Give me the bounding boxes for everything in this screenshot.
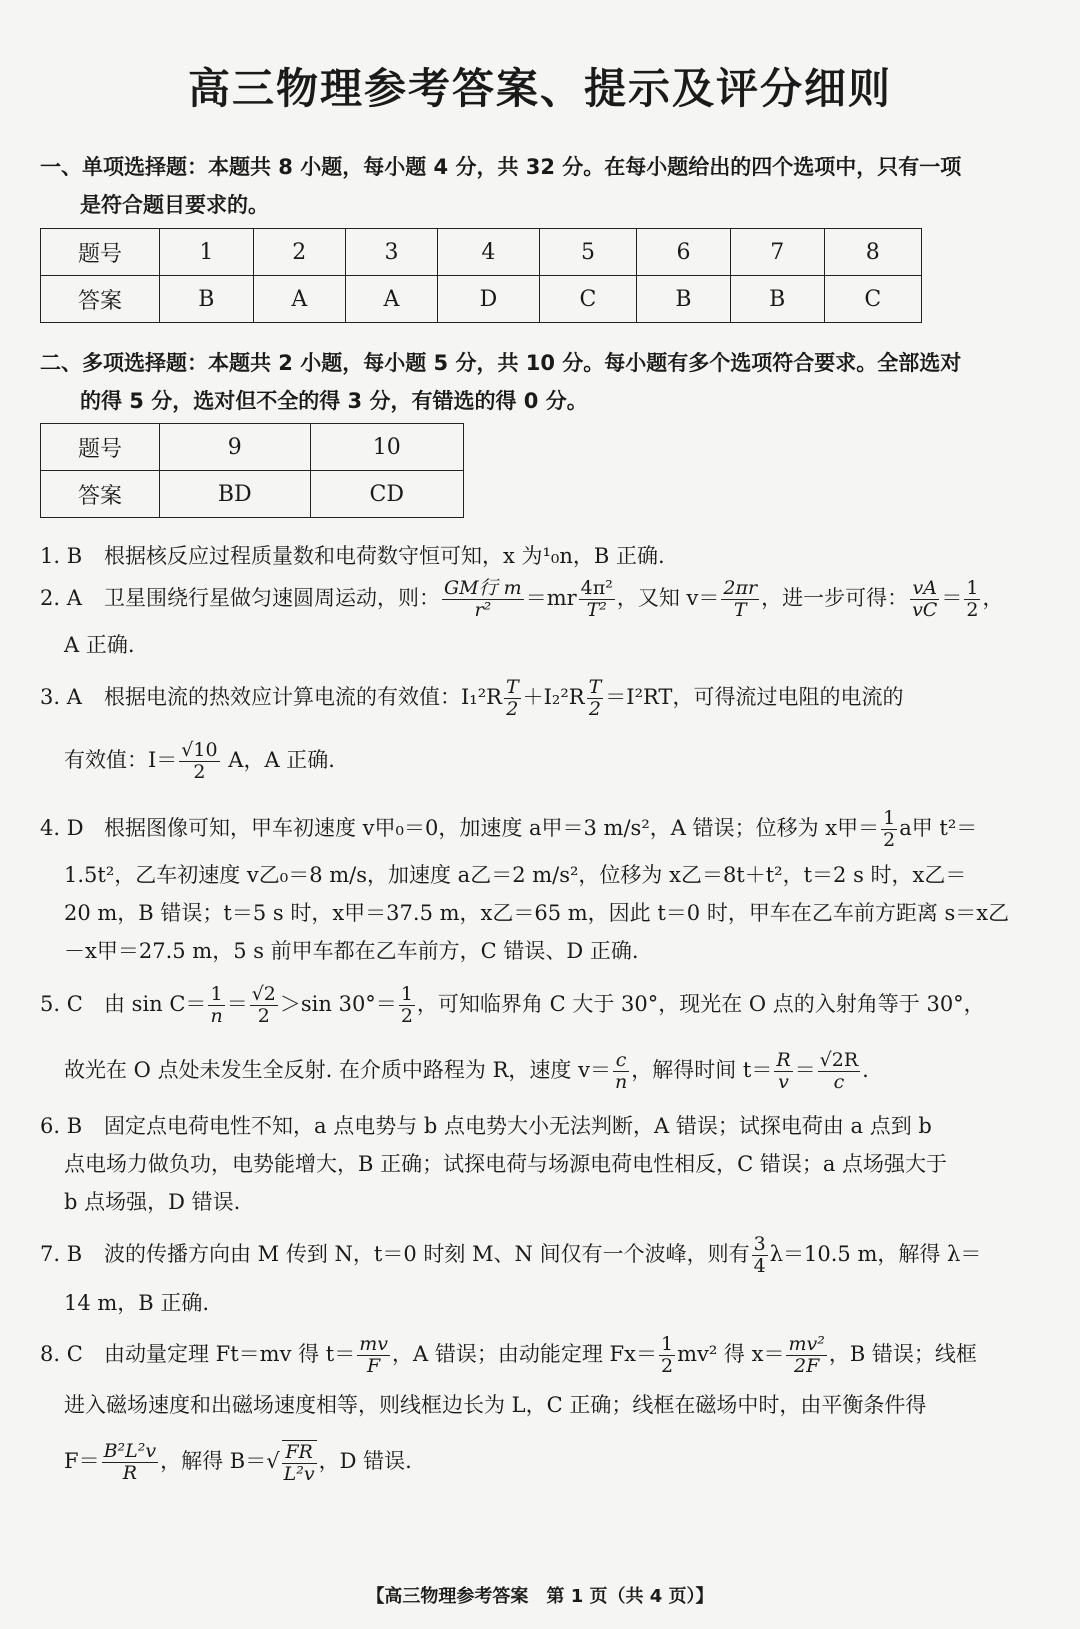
table-row-answers (41, 471, 464, 518)
fraction-denominator: F (367, 1355, 381, 1377)
fraction (613, 1050, 629, 1093)
question-number: 4. D (40, 816, 84, 840)
fraction (442, 578, 524, 621)
explanation-text: ＝I²RT，可得流过电阻的电流的 (605, 685, 904, 709)
fraction-numerator: R (776, 1049, 791, 1071)
explanation-text: A 正确. (64, 633, 135, 657)
fraction-denominator: v (778, 1071, 789, 1093)
fraction (179, 740, 219, 783)
table-row-question-numbers (41, 424, 464, 471)
fraction-denominator: 2 (400, 1005, 413, 1027)
fraction (721, 578, 759, 621)
table-cell: 10 (310, 424, 463, 471)
fraction-denominator: T (733, 599, 747, 621)
fraction-numerator: √2R (819, 1049, 859, 1071)
fraction-numerator: mv² (788, 1333, 825, 1355)
table-cell: 7 (730, 229, 824, 276)
table-header-label: 题号 (41, 424, 160, 471)
fraction (504, 677, 521, 720)
fraction-denominator: T² (586, 599, 607, 621)
section2-answer-table (40, 423, 464, 518)
fraction-denominator: vC (912, 599, 938, 621)
fraction-numerator: 4π² (580, 577, 613, 599)
table-cell: BD (160, 471, 311, 518)
explanation-text: ，又知 v＝ (616, 586, 720, 610)
explanation-q1 (40, 537, 1050, 575)
table-cell: 2 (253, 229, 345, 276)
fraction-numerator: c (613, 1050, 629, 1072)
question-number: 8. C (40, 1342, 83, 1366)
fraction (282, 1440, 317, 1485)
fraction-numerator: 1 (883, 807, 896, 829)
fraction (587, 677, 604, 720)
table-cell: 5 (539, 229, 636, 276)
table-cell: A (345, 276, 437, 323)
fraction-numerator: FR (282, 1442, 317, 1464)
question-number: 7. B (40, 1242, 83, 1266)
table-cell: 9 (160, 424, 311, 471)
explanation-q2-cont (40, 626, 1050, 664)
fraction-denominator: 4 (753, 1255, 766, 1277)
table-cell: C (539, 276, 636, 323)
explanation-q7 (40, 1234, 1050, 1277)
table-header-label: 答案 (41, 471, 160, 518)
explanation-q5-line2 (40, 1050, 1050, 1093)
section1-heading-line1: 一、单项选择题：本题共 8 小题，每小题 4 分，共 32 分。在每小题给出的四个选项中，只有一项 (40, 155, 962, 179)
fraction-denominator: n (614, 1071, 628, 1093)
fraction-denominator: L²v (283, 1463, 315, 1485)
fraction-denominator: n (210, 1005, 223, 1027)
explanation-q6-line3 (40, 1183, 1050, 1221)
fraction-denominator: 2 (506, 698, 519, 720)
fraction (774, 1050, 792, 1093)
table-cell: D (438, 276, 540, 323)
explanation-text: 故光在 O 点处未发生全反射. 在介质中路程为 R，速度 v＝ (64, 1058, 611, 1082)
explanation-text: ＝ (794, 1058, 816, 1082)
table-cell: CD (310, 471, 463, 518)
section1-heading-line2: 是符合题目要求的。 (80, 193, 269, 217)
fraction (752, 1234, 768, 1277)
fraction-denominator: R (122, 1462, 137, 1484)
explanation-q4-line3 (40, 894, 1050, 932)
fraction (399, 984, 415, 1027)
explanation-text: A，A 正确. (228, 748, 335, 772)
explanation-q3 (40, 677, 1050, 720)
fraction-numerator: 2πr (723, 577, 758, 599)
explanation-text: 有效值：I＝ (64, 748, 178, 772)
explanation-text: 固定点电荷电性不知，a 点电势与 b 点电势大小无法判断，A 错误；试探电荷由 a 点到 b (104, 1114, 932, 1138)
section1-answer-table (40, 228, 922, 323)
explanation-q4 (40, 808, 1050, 851)
explanation-text: b 点场强，D 错误. (64, 1190, 241, 1214)
fraction-denominator: 2 (660, 1355, 674, 1377)
table-cell: A (253, 276, 345, 323)
table-cell: 6 (637, 229, 731, 276)
question-number: 5. C (40, 992, 83, 1016)
page-footer: 【高三物理参考答案 第 1 页（共 4 页）】 (366, 1586, 714, 1607)
explanation-q8 (40, 1334, 1050, 1377)
fraction-denominator: 2 (966, 599, 979, 621)
fraction-denominator: 2 (193, 761, 206, 783)
explanation-q6 (40, 1107, 1050, 1145)
explanation-text: 由 sin C＝ (104, 992, 207, 1016)
table-header-label: 答案 (41, 276, 160, 323)
explanation-q7-line2 (40, 1284, 1050, 1322)
explanation-text: 波的传播方向由 M 传到 N，t＝0 时刻 M、N 间仅有一个波峰，则有 (104, 1242, 750, 1266)
fraction-numerator: vA (910, 578, 939, 600)
table-cell: 1 (160, 229, 254, 276)
fraction (881, 808, 897, 851)
explanation-q4-line4 (40, 932, 1050, 970)
table-cell: 3 (345, 229, 437, 276)
explanation-text: ，解得 B＝√ (160, 1449, 280, 1473)
table-row-answers (41, 276, 922, 323)
fraction-denominator: 2 (588, 698, 601, 720)
fraction-numerator: 1 (208, 984, 224, 1006)
fraction (818, 1050, 861, 1093)
section2-heading-line2: 的得 5 分，选对但不全的得 3 分，有错选的得 0 分。 (80, 389, 588, 413)
fraction (208, 984, 224, 1027)
question-number: 3. A (40, 685, 82, 709)
explanation-text: －x甲＝27.5 m，5 s 前甲车都在乙车前方，C 错误、D 正确. (64, 939, 639, 963)
explanation-text: 点电场力做负功，电势能增大，B 正确；试探电荷与场源电荷电性相反，C 错误；a 点场强大于 (64, 1152, 948, 1176)
explanation-text: 20 m，B 错误；t＝5 s 时，x甲＝37.5 m，x乙＝65 m，因此 t＝0 时，甲车在乙车前方距离 s＝x乙 (64, 901, 1010, 925)
fraction (659, 1334, 675, 1377)
explanation-text: 1.5t²，乙车初速度 v乙₀＝8 m/s，加速度 a乙＝2 m/s²，位移为 x乙＝8t＋t²，t＝2 s 时，x乙＝ (64, 863, 967, 887)
fraction-denominator: 2F (794, 1355, 820, 1377)
fraction (102, 1441, 159, 1484)
page-title: 高三物理参考答案、提示及评分细则 (187, 64, 892, 113)
explanation-q4-line2 (40, 856, 1050, 894)
explanation-text: λ＝10.5 m，解得 λ＝ (769, 1242, 982, 1266)
fraction-numerator: √2 (251, 983, 276, 1005)
fraction-numerator: 3 (753, 1233, 766, 1255)
question-number: 1. B (40, 544, 83, 568)
table-header-label: 题号 (41, 229, 160, 276)
explanation-q2 (40, 578, 1050, 621)
table-cell: C (824, 276, 921, 323)
table-cell: 4 (438, 229, 540, 276)
fraction-denominator: c (833, 1071, 845, 1093)
explanation-text: a甲 t²＝ (899, 816, 978, 840)
fraction-numerator: T (588, 676, 602, 698)
explanation-text: F＝ (64, 1449, 100, 1473)
fraction-denominator: r² (474, 599, 492, 621)
explanation-text: ，A 错误；由动能定理 Fx＝ (392, 1342, 657, 1366)
table-cell: 8 (824, 229, 921, 276)
explanation-text: 14 m，B 正确. (64, 1291, 210, 1315)
explanation-text: ，进一步可得： (761, 586, 909, 610)
question-number: 2. A (40, 586, 82, 610)
explanation-text: 卫星围绕行星做匀速圆周运动，则： (104, 586, 440, 610)
fraction (964, 578, 980, 621)
explanation-text: 由动量定理 Ft＝mv 得 t＝ (104, 1342, 356, 1366)
explanation-text: mv² 得 x＝ (677, 1342, 785, 1366)
fraction-denominator: 2 (883, 829, 896, 851)
explanation-text: . (862, 1058, 869, 1082)
fraction-numerator: mv (359, 1333, 389, 1355)
explanation-text: 根据核反应过程质量数和电荷数守恒可知，x 为¹₀n，B 正确. (104, 544, 665, 568)
explanation-q3-cont (40, 740, 1050, 783)
explanation-text: ，D 错误. (318, 1449, 412, 1473)
table-cell: B (160, 276, 254, 323)
explanation-q8-line2 (40, 1386, 1050, 1424)
fraction-denominator: 2 (257, 1005, 270, 1027)
table-row-question-numbers (41, 229, 922, 276)
table-cell: B (637, 276, 731, 323)
question-number: 6. B (40, 1114, 83, 1138)
explanation-text: ，解得时间 t＝ (631, 1058, 773, 1082)
section2-heading (40, 344, 1050, 420)
fraction-numerator: 1 (660, 1333, 674, 1355)
explanation-text: ＋I₂²R (522, 685, 585, 709)
explanation-text: ＝ (226, 992, 248, 1016)
section1-heading (40, 148, 1050, 224)
fraction-numerator: 1 (400, 983, 413, 1005)
table-cell: B (730, 276, 824, 323)
explanation-q8-line3 (40, 1440, 1050, 1485)
fraction-numerator: √10 (181, 739, 218, 761)
explanation-text: ＝mr (525, 586, 577, 610)
explanation-text: ＞sin 30°＝ (279, 992, 397, 1016)
fraction (910, 578, 939, 621)
explanation-text: ，B 错误；线框 (828, 1342, 977, 1366)
fraction (250, 984, 278, 1027)
explanation-text: ， (982, 586, 1004, 610)
fraction (579, 578, 615, 621)
fraction-numerator: 1 (966, 577, 979, 599)
fraction (357, 1334, 390, 1377)
explanation-text: 根据图像可知，甲车初速度 v甲₀＝0，加速度 a甲＝3 m/s²，A 错误；位移为 x甲＝ (104, 816, 880, 840)
explanation-text: 进入磁场速度和出磁场速度相等，则线框边长为 L，C 正确；线框在磁场中时，由平衡条件得 (64, 1393, 927, 1417)
fraction-numerator: GM行 m (444, 577, 522, 599)
section2-heading-line1: 二、多项选择题：本题共 2 小题，每小题 5 分，共 10 分。每小题有多个选项符合要求。全部选对 (40, 351, 962, 375)
explanation-text: ，可知临界角 C 大于 30°，现光在 O 点的入射角等于 30°， (416, 992, 985, 1016)
explanation-text: 根据电流的热效应计算电流的有效值：I₁²R (104, 685, 502, 709)
fraction-numerator: T (505, 676, 519, 698)
explanation-q5 (40, 984, 1050, 1027)
fraction (786, 1334, 826, 1377)
explanation-q6-line2 (40, 1145, 1050, 1183)
explanation-text: ＝ (941, 586, 963, 610)
fraction-numerator: B²L²v (103, 1440, 157, 1462)
